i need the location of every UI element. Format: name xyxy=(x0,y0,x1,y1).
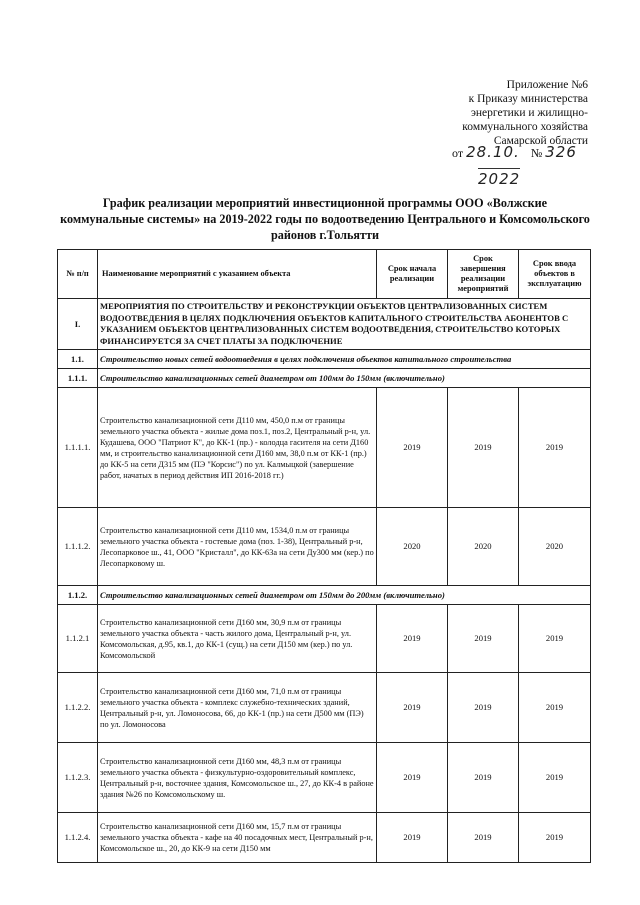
row-commission: 2019 xyxy=(519,605,591,673)
number-label: № xyxy=(530,146,543,160)
table-row xyxy=(58,673,591,743)
table-row xyxy=(58,388,591,508)
row-start: 2019 xyxy=(377,673,448,743)
header-name: Наименование мероприятий с указанием объекта xyxy=(98,250,377,299)
date-prefix: от xyxy=(452,146,464,160)
row-commission: 2019 xyxy=(519,673,591,743)
appendix-block xyxy=(400,78,588,148)
row-start: 2019 xyxy=(377,813,448,863)
group-row xyxy=(58,369,591,388)
header-end: Срок завершения реализации мероприятий xyxy=(448,250,519,299)
row-description: Строительство канализационной сети Д160 мм, 71,0 п.м от границы земельного участка объекта - комплекс служебно-технических зданий, Центральный р-н, ул. Ломоносова, 66, до КК-1 (пр.) на сети Д500 мм (ПЭ) по ул. Ломоносова xyxy=(98,673,377,743)
header-commission: Срок ввода объектов в эксплуатацию xyxy=(519,250,591,299)
row-end: 2019 xyxy=(448,605,519,673)
handwritten-year: 2022 xyxy=(478,170,521,188)
section-row xyxy=(58,299,591,350)
row-description: Строительство канализационной сети Д110 мм, 450,0 п.м от границы земельного участка объекта - жилые дома поз.1, поз.2, Центральный р-н, ул. Кудашева, ООО "Патриот К", до КК-1 (пр.) - колодца гасителя на сети Д160 мм, и строительство канализационной сети Д160 мм, 38,0 п.м от КК-1 (пр.) до КК-5 на сети Д315 мм (ПЭ "Корсис") по ул. Калмыцкой (завершение работ, начатых в период действия ИП 2016-2018 гг.) xyxy=(98,388,377,508)
document-title: График реализации мероприятий инвестиционной программы ООО «Волжские коммунальные системы» на 2019-2022 годы по водоотведению Центрального и Комсомольского районов г.Тольятти xyxy=(60,196,590,242)
group-num: 1.1.1. xyxy=(58,369,98,388)
table-header-row xyxy=(58,250,591,299)
group-title: Строительство канализационных сетей диаметром от 150мм до 200мм (включительно) xyxy=(98,586,591,605)
row-commission: 2020 xyxy=(519,508,591,586)
handwritten-date: 28.10. xyxy=(466,143,520,161)
group-num: 1.1.2. xyxy=(58,586,98,605)
appendix-line: к Приказу министерства xyxy=(468,93,588,105)
row-commission: 2019 xyxy=(519,743,591,813)
row-end: 2019 xyxy=(448,673,519,743)
order-date-number xyxy=(452,143,592,161)
appendix-line: коммунального хозяйства xyxy=(462,121,588,133)
row-description: Строительство канализационной сети Д110 мм, 1534,0 п.м от границы земельного участка объекта - гостевые дома (поз. 1-38), Центральный р-н, Лесопарковое ш., 41, ООО "Кристалл", до КК-63а на сети Ду300 мм (кер.) по Лесопарковому ш. xyxy=(98,508,377,586)
group-row xyxy=(58,586,591,605)
table-row xyxy=(58,743,591,813)
row-num: 1.1.2.1 xyxy=(58,605,98,673)
subsection-title: Строительство новых сетей водоотведения в целях подключения объектов капитального строительства xyxy=(98,350,591,369)
table-row xyxy=(58,605,591,673)
group-title: Строительство канализационных сетей диаметром от 100мм до 150мм (включительно) xyxy=(98,369,591,388)
subsection-num: 1.1. xyxy=(58,350,98,369)
table-row xyxy=(58,813,591,863)
row-description: Строительство канализационной сети Д160 мм, 15,7 п.м от границы земельного участка объекта - кафе на 40 посадочных мест, Центральный р-н, Комсомольское ш., 20, до КК-9 на сети Д150 мм xyxy=(100,822,373,853)
header-start: Срок начала реализации xyxy=(377,250,448,299)
section-title: МЕРОПРИЯТИЯ ПО СТРОИТЕЛЬСТВУ И РЕКОНСТРУКЦИИ ОБЪЕКТОВ ЦЕНТРАЛИЗОВАННЫХ СИСТЕМ ВОДООТВЕДЕНИЯ В ЦЕЛЯХ ПОДКЛЮЧЕНИЯ ОБЪЕКТОВ КАПИТАЛЬНОГО СТРОИТЕЛЬСТВА АБОНЕНТОВ С УКАЗАНИЕМ ОБЪЕКТОВ ЦЕНТРАЛИЗОВАННЫХ СИСТЕМ ВОДООТВЕДЕНИЯ, СТРОИТЕЛЬСТВО КОТОРЫХ ФИНАНСИРУЕТСЯ ЗА СЧЕТ ПЛАТЫ ЗА ПОДКЛЮЧЕНИЕ xyxy=(98,299,591,350)
row-end: 2019 xyxy=(448,813,519,863)
row-num: 1.1.2.2. xyxy=(58,673,98,743)
table-row xyxy=(58,508,591,586)
row-commission: 2019 xyxy=(519,388,591,508)
subsection-row xyxy=(58,350,591,369)
schedule-table xyxy=(57,249,591,863)
row-end: 2020 xyxy=(448,508,519,586)
row-num: 1.1.2.3. xyxy=(58,743,98,813)
row-description-cell xyxy=(98,813,377,863)
row-commission: 2019 xyxy=(519,813,591,863)
row-num: 1.1.1.1. xyxy=(58,388,98,508)
row-start: 2019 xyxy=(377,388,448,508)
row-num: 1.1.2.4. xyxy=(58,813,98,863)
row-description: Строительство канализационной сети Д160 мм, 48,3 п.м от границы земельного участка объекта - физкультурно-оздоровительный комплекс, Центральный р-н, восточнее здания, Комсомольское ш., 27, до КК-4 в районе здания №26 по Комсомольскому ш. xyxy=(98,743,377,813)
handwritten-number: 326 xyxy=(545,143,577,161)
row-start: 2020 xyxy=(377,508,448,586)
row-description: Строительство канализационной сети Д160 мм, 30,9 п.м от границы земельного участка объекта - часть жилого дома, Центральный р-н, ул. Комсомольская, д.95, кв.1, до КК-1 (сущ.) на сети Д150 мм (кер.) по ул. Комсомольской xyxy=(98,605,377,673)
section-num: I. xyxy=(58,299,98,350)
row-start: 2019 xyxy=(377,743,448,813)
header-num: № п/п xyxy=(58,250,98,299)
appendix-line: Приложение №6 xyxy=(506,79,588,91)
row-end: 2019 xyxy=(448,388,519,508)
appendix-line: Самарской области xyxy=(493,135,588,147)
row-start: 2019 xyxy=(377,605,448,673)
row-num: 1.1.1.2. xyxy=(58,508,98,586)
appendix-line: энергетики и жилищно- xyxy=(470,107,588,119)
row-end: 2019 xyxy=(448,743,519,813)
